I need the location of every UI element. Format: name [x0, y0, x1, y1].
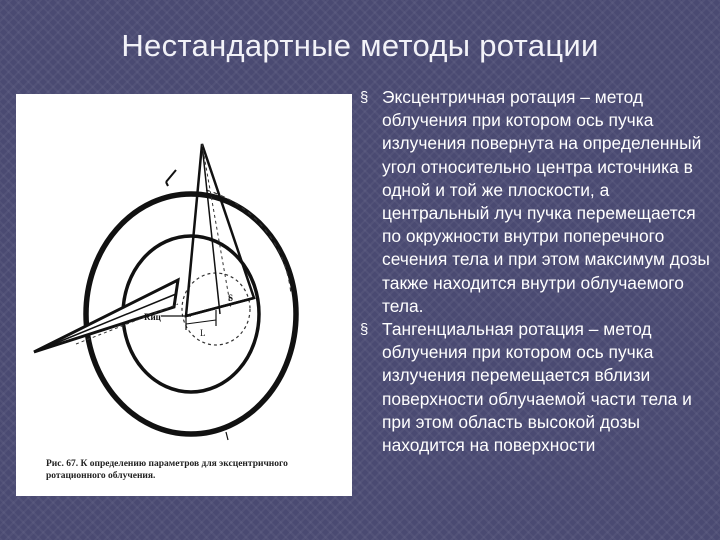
- bullet-list: [356, 86, 712, 457]
- bullet-tangential-rotation: [356, 318, 712, 457]
- slide-title: Нестандартные методы ротации: [121, 28, 599, 63]
- label-s: S: [228, 293, 234, 303]
- rotation-diagram: [16, 94, 352, 496]
- figure-caption-line1: Рис. 67. К определению параметров для эксцентричного: [46, 459, 288, 469]
- label-rih: Rиц: [144, 312, 161, 322]
- bullet-text: Тангенциальная ротация – метод облучения при котором ось пучка излучения перемещается вблизи поверхности облучаемой части тела и при этом область высокой дозы находится на поверхности: [382, 319, 692, 456]
- label-l: L: [200, 328, 206, 338]
- bullet-marker: §: [360, 321, 369, 339]
- figure-caption-line2: ротационного облучения.: [46, 471, 156, 481]
- bullet-eccentric-rotation: [356, 86, 712, 318]
- top-beam: [186, 144, 254, 316]
- bullet-marker: §: [360, 89, 369, 106]
- bullet-text: Эксцентричная ротация – метод облучения при котором ось пучка излучения повернута на определенный угол относительно центра источника в одной и той же плоскости, а центральный луч пучка перемещается по окружности внутри поперечного сечения тела и при этом максимум дозы также находится внутри облучаемого тела.: [382, 87, 710, 316]
